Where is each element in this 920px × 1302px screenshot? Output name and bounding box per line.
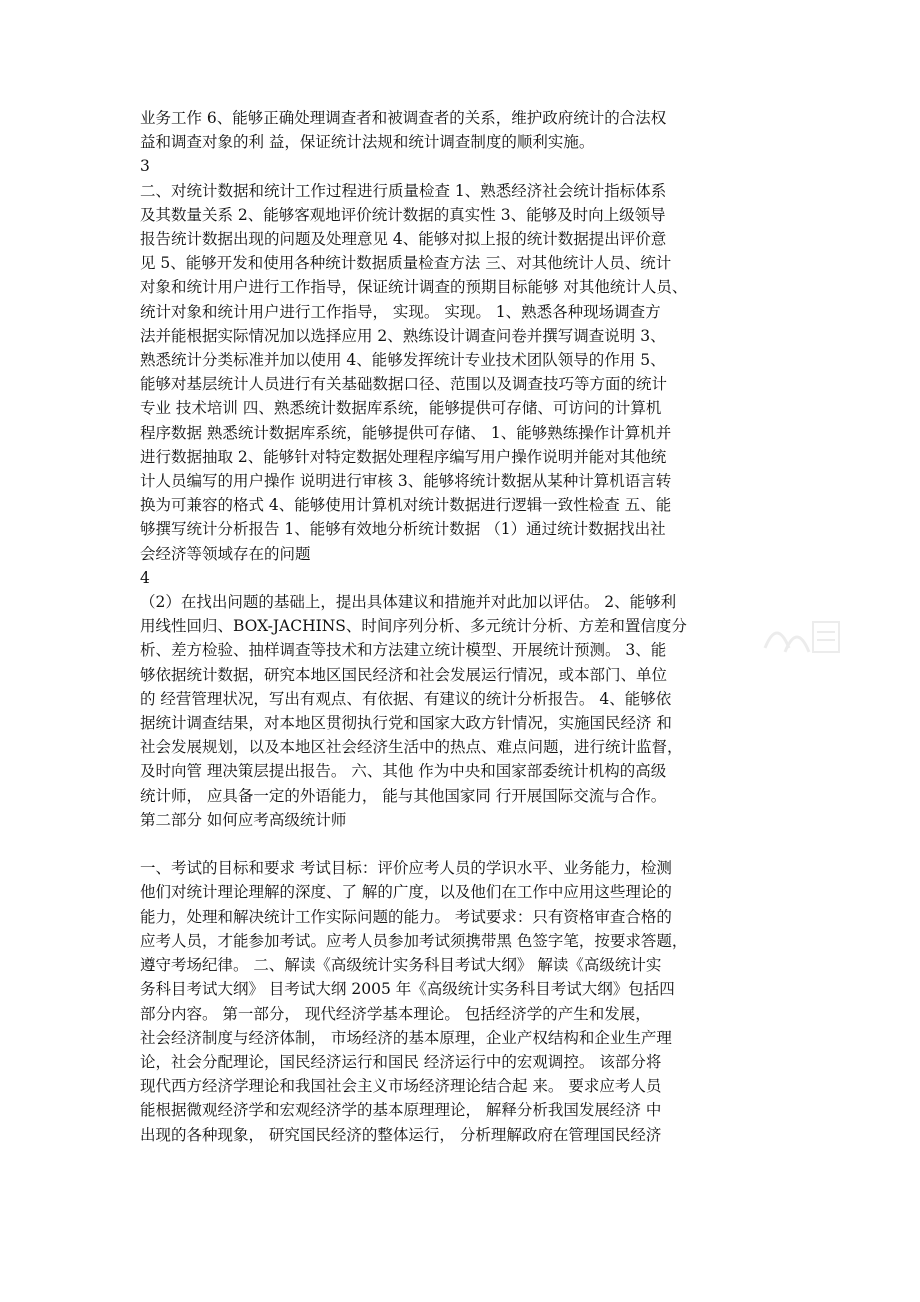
text-line: 据统计调查结果，对本地区贯彻执行党和国家大政方针情况，实施国民经济 和 bbox=[140, 714, 672, 733]
text-line: 能根据微观经济学和宏观经济学的基本原理理论， 解释分析我国发展经济 中 bbox=[140, 1101, 662, 1120]
text-line: 部分内容。 第一部分， 现代经济学基本理论。 包括经济学的产生和发展， bbox=[140, 1004, 651, 1023]
text-line: 能够对基层统计人员进行有关基础数据口径、范围以及调查技巧等方面的统计 bbox=[140, 375, 668, 394]
text-line: 析、差方检验、抽样调查等技术和方法建立统计模型、开展统计预测。 3、能 bbox=[140, 641, 667, 660]
paragraph-block-3 bbox=[140, 590, 800, 808]
text-line: 的 经营管理状况，写出有观点、有依据、有建议的统计分析报告。 4、能够依 bbox=[140, 689, 672, 708]
text-line: 现代西方经济学理论和我国社会主义市场经济理论结合起 来。 要求应考人员 bbox=[140, 1077, 662, 1096]
text-line: 够依据统计数据，研究本地区国民经济和社会发展运行情况，或本部门、单位 bbox=[140, 665, 668, 684]
text-line: 务科目考试大纲》 目考试大纲 2005 年《高级统计实务科目考试大纲》包括四 bbox=[140, 980, 675, 999]
paragraph-block-1 bbox=[140, 106, 800, 154]
blank-line bbox=[140, 832, 800, 856]
text-line: 遵守考场纪律。 二、解读《高级统计实务科目考试大纲》 解读《高级统计实 bbox=[140, 956, 662, 975]
text-line: 计人员编写的用户操作 说明进行审核 3、能够将统计数据从某种计算机语言转 bbox=[140, 472, 672, 491]
text-line: 社会经济制度与经济体制， 市场经济的基本原理，企业产权结构和企业生产理 bbox=[140, 1028, 672, 1047]
page-number: 4 bbox=[140, 568, 150, 587]
text-line: 对象和统计用户进行工作指导，保证统计调查的预期目标能够 对其他统计人员、 bbox=[140, 278, 688, 297]
text-line: 报告统计数据出现的问题及处理意见 4、能够对拟上报的统计数据提出评价意 bbox=[140, 230, 667, 249]
text-line: 程序数据 熟悉统计数据库系统，能够提供可存储、 1、能够熟练操作计算机并 bbox=[140, 423, 672, 442]
text-line: 够撰写统计分析报告 1、能够有效地分析统计数据 （1）通过统计数据找出社 bbox=[140, 520, 666, 539]
document-page bbox=[140, 106, 800, 1147]
section-heading: 第二部分 如何应考高级统计师 bbox=[140, 810, 347, 829]
text-line: 及其数量关系 2、能够客观地评价统计数据的真实性 3、能够及时向上级领导 bbox=[140, 205, 666, 224]
text-line: 他们对统计理论理解的深度、了 解的广度，以及他们在工作中应用这些理论的 bbox=[140, 883, 672, 902]
text-line: 法并能根据实际情况加以选择应用 2、熟练设计调查问卷并撰写调查说明 3、 bbox=[140, 326, 666, 345]
text-line: 见 5、能够开发和使用各种统计数据质量检查方法 三、对其他统计人员、统计 bbox=[140, 254, 672, 273]
text-line: 论，社会分配理论，国民经济运行和国民 经济运行中的宏观调控。 该部分将 bbox=[140, 1052, 662, 1071]
text-line: 会经济等领域存在的问题 bbox=[140, 544, 311, 563]
text-line: 一、考试的目标和要求 考试目标：评价应考人员的学识水平、业务能力，检测 bbox=[140, 859, 672, 878]
text-line: 能力，处理和解决统计工作实际问题的能力。 考试要求：只有资格审查合格的 bbox=[140, 907, 672, 926]
text-line: 换为可兼容的格式 4、能够使用计算机对统计数据进行逻辑一致性检查 五、能 bbox=[140, 496, 672, 515]
text-line: 社会发展规划，以及本地区社会经济生活中的热点、难点问题，进行统计监督， bbox=[140, 738, 683, 757]
text-line: 进行数据抽取 2、能够针对特定数据处理程序编写用户操作说明并能对其他统 bbox=[140, 447, 667, 466]
text-line: （2）在找出问题的基础上，提出具体建议和措施并对此加以评估。 2、能够利 bbox=[140, 593, 677, 612]
text-line: 及时向管 理决策层提出报告。 六、其他 作为中央和国家部委统计机构的高级 bbox=[140, 762, 667, 781]
page-number: 3 bbox=[140, 157, 150, 176]
text-line: 熟悉统计分类标准并加以使用 4、能够发挥统计专业技术团队领导的作用 5、 bbox=[140, 351, 666, 370]
text-line: 专业 技术培训 四、熟悉统计数据库系统，能够提供可存储、可访问的计算机 bbox=[140, 399, 662, 418]
text-line: 应考人员，才能参加考试。应考人员参加考试须携带黑 色签字笔，按要求答题， bbox=[140, 931, 688, 950]
paragraph-block-2 bbox=[140, 179, 800, 566]
text-line: 统计师， 应具备一定的外语能力， 能与其他国家同 行开展国际交流与合作。 bbox=[140, 786, 667, 805]
text-line: 业务工作 6、能够正确处理调查者和被调查者的关系，维护政府统计的合法权 bbox=[140, 109, 667, 127]
paragraph-block-4 bbox=[140, 856, 800, 1146]
text-line: 二、对统计数据和统计工作过程进行质量检查 1、熟悉经济社会统计指标体系 bbox=[140, 181, 667, 200]
text-line: 出现的各种现象， 研究国民经济的整体运行， 分析理解政府在管理国民经济 bbox=[140, 1125, 662, 1144]
text-line: 益和调查对象的利 益，保证统计法规和统计调查制度的顺利实施。 bbox=[140, 133, 595, 152]
text-line: 统计对象和统计用户进行工作指导， 实现。 实现。 1、熟悉各种现场调查方 bbox=[140, 302, 661, 321]
text-line: 用线性回归、BOX-JACHINS、时间序列分析、多元统计分析、方差和置信度分 bbox=[140, 617, 687, 636]
